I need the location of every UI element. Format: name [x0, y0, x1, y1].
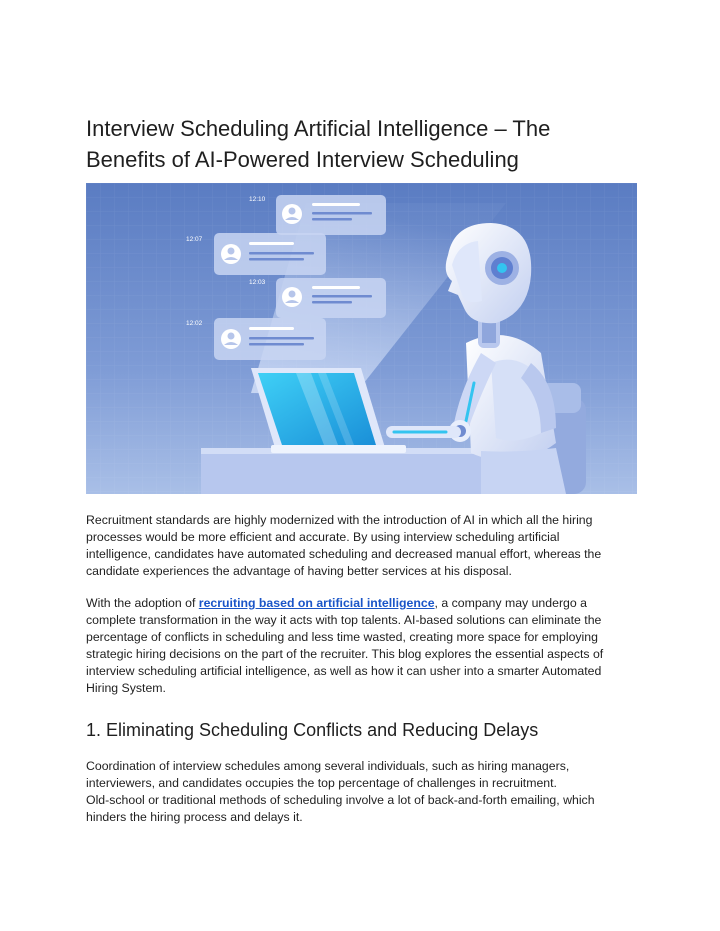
- chat-time-3: 12:03: [249, 279, 266, 286]
- chat-time-1: 12:10: [249, 196, 266, 203]
- desk: [201, 451, 501, 494]
- article-title: [86, 113, 646, 175]
- p2-line-2: complete transformation in the way it acts with top talents. AI-based solutions can eliminate the: [86, 613, 602, 627]
- p2-line-1: [86, 595, 646, 612]
- p3-line-1: Coordination of interview schedules among several individuals, such as hiring managers,: [86, 759, 570, 773]
- p1-line-2: processes would be more efficient and accurate. By using interview scheduling artificial: [86, 530, 560, 544]
- chat-time-2: 12:07: [186, 236, 203, 243]
- p2-line-5: interview scheduling artificial intelligence, as well as how it can usher into a smarter Automated: [86, 664, 602, 678]
- ai-recruiting-link[interactable]: recruiting based on artificial intelligence: [198, 596, 435, 610]
- title-line-2: Benefits of AI-Powered Interview Scheduling: [86, 147, 519, 172]
- section-1-heading: 1. Eliminating Scheduling Conflicts and Reducing Delays: [86, 720, 539, 740]
- section-1-paragraph: [86, 758, 646, 826]
- p1-line-3: intelligence, candidates have automated scheduling and decreased manual effort, whereas the: [86, 547, 602, 561]
- p1-line-1: Recruitment standards are highly modernized with the introduction of AI in which all the hiring: [86, 513, 593, 527]
- p3-line-3: Old-school or traditional methods of scheduling involve a lot of back-and-forth emailing, which: [86, 793, 595, 807]
- p2-prefix: With the adoption of: [86, 596, 199, 610]
- adoption-paragraph: [86, 595, 646, 697]
- title-line-1: Interview Scheduling Artificial Intelligence – The: [86, 116, 551, 141]
- p2-line-6: Hiring System.: [86, 681, 166, 695]
- p3-line-2: interviewers, and candidates occupies the top percentage of challenges in recruitment.: [86, 776, 557, 790]
- ai-robot-illustration: [86, 183, 637, 494]
- p1-line-4: candidate experiences the advantage of having better services at his disposal.: [86, 564, 512, 578]
- hero-illustration: [86, 183, 637, 494]
- intro-paragraph: [86, 512, 646, 580]
- chat-time-4: 12:02: [186, 320, 203, 327]
- p2-line-3: percentage of conflicts in scheduling and less time wasted, creating more space for employing: [86, 630, 598, 644]
- p2-suffix: , a company may undergo a: [434, 596, 587, 610]
- p2-line-4: strategic hiring decisions on the part of the recruiter. This blog explores the essential aspects of: [86, 647, 604, 661]
- p3-line-4: hinders the hiring process and delays it.: [86, 810, 303, 824]
